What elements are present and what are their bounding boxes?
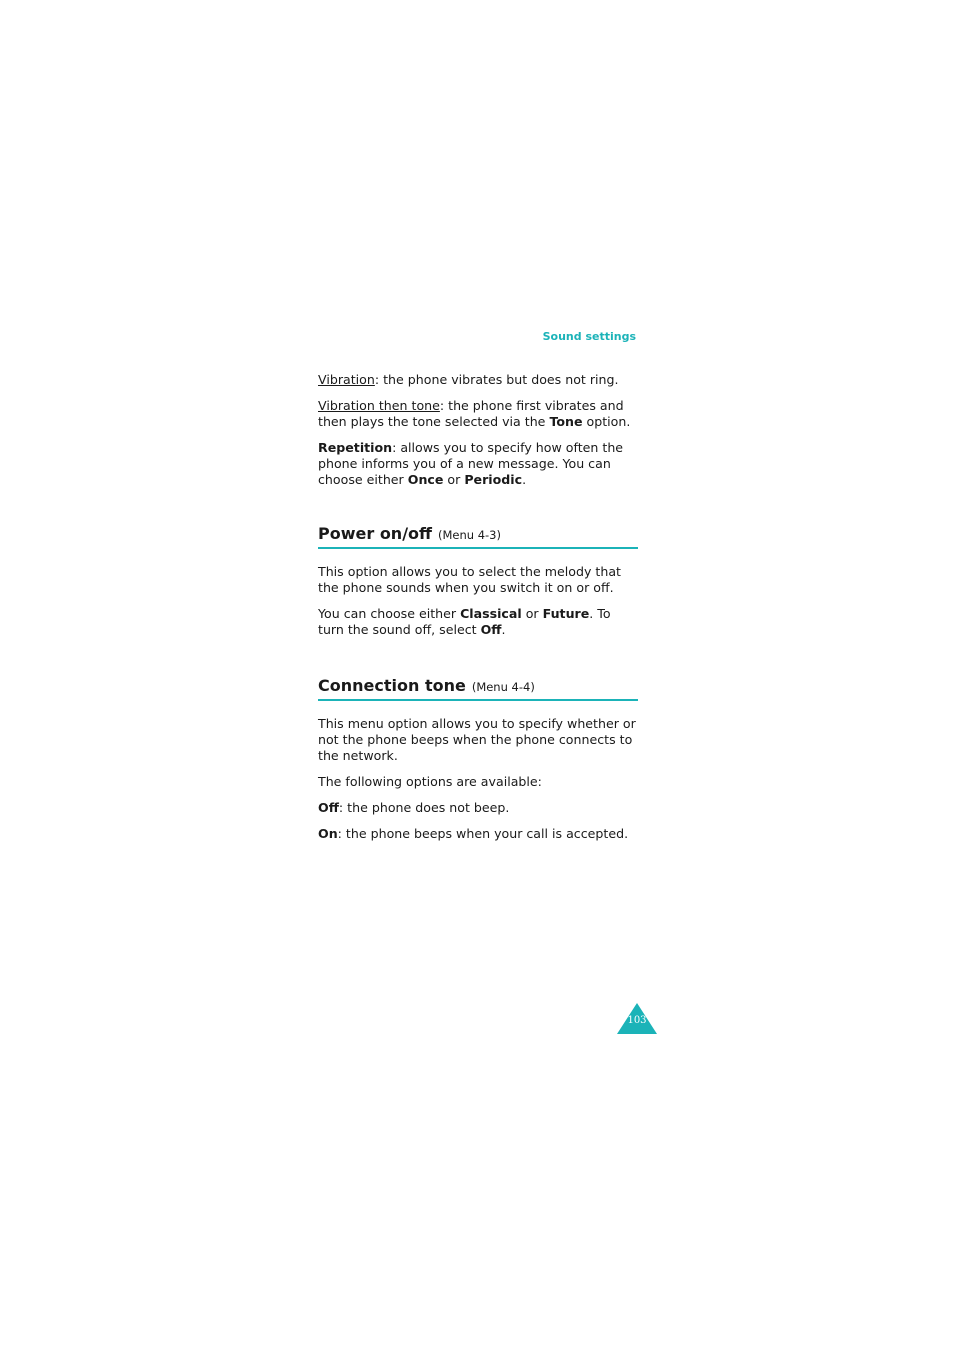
power-choices — [318, 606, 638, 638]
vibration-then-tone-term: Vibration then tone — [318, 398, 440, 413]
repetition-end: . — [522, 472, 527, 487]
connection-on-option — [318, 826, 638, 842]
periodic-keyword: Periodic — [464, 472, 523, 487]
vibration-then-tone-end: option. — [582, 414, 631, 429]
connection-on-term: On — [318, 826, 338, 841]
off-keyword: Off — [480, 622, 502, 637]
page-number-marker — [617, 1003, 657, 1034]
power-on-off-heading — [318, 524, 638, 549]
running-header: Sound settings — [542, 330, 636, 343]
power-section-body — [318, 564, 638, 638]
power-heading-text: Power on/off — [318, 524, 432, 543]
future-keyword: Future — [542, 606, 590, 621]
power-or: or — [521, 606, 543, 621]
power-choices-text: You can choose either — [318, 606, 461, 621]
connection-tone-heading — [318, 676, 638, 701]
vibration-option — [318, 372, 638, 388]
connection-on-text: : the phone beeps when your call is accepted. — [337, 826, 629, 841]
page-content — [318, 372, 638, 852]
connection-off-text: : the phone does not beep. — [338, 800, 510, 815]
repetition-term: Repetition — [318, 440, 393, 455]
connection-description: This menu option allows you to specify whether or not the phone beeps when the phone connects to the network. — [318, 716, 636, 763]
connection-options-intro: The following options are available: — [318, 774, 542, 789]
repetition-or: or — [443, 472, 465, 487]
power-description: This option allows you to select the melody that the phone sounds when you switch it on or off. — [318, 564, 621, 595]
page-number: 103 — [627, 1015, 647, 1026]
repetition-option — [318, 440, 638, 488]
connection-off-term: Off — [318, 800, 339, 815]
tone-keyword: Tone — [549, 414, 583, 429]
connection-section-body — [318, 716, 638, 842]
power-menu-ref: (Menu 4-3) — [438, 528, 501, 542]
power-end: . — [501, 622, 506, 637]
power-turn-off-text: . To turn the sound off, select — [318, 606, 611, 637]
vibration-text: : the phone vibrates but does not ring. — [374, 372, 619, 387]
classical-keyword: Classical — [460, 606, 522, 621]
vibration-then-tone-text: : the phone first vibrates and then plays the tone selected via the — [318, 398, 624, 429]
connection-heading-text: Connection tone — [318, 676, 466, 695]
once-keyword: Once — [407, 472, 444, 487]
connection-off-option — [318, 800, 638, 816]
vibration-term: Vibration — [318, 372, 375, 387]
connection-menu-ref: (Menu 4-4) — [471, 680, 535, 694]
vibration-then-tone-option — [318, 398, 638, 430]
repetition-text: : allows you to specify how often the phone informs you of a new message. You can choose either — [318, 440, 624, 487]
